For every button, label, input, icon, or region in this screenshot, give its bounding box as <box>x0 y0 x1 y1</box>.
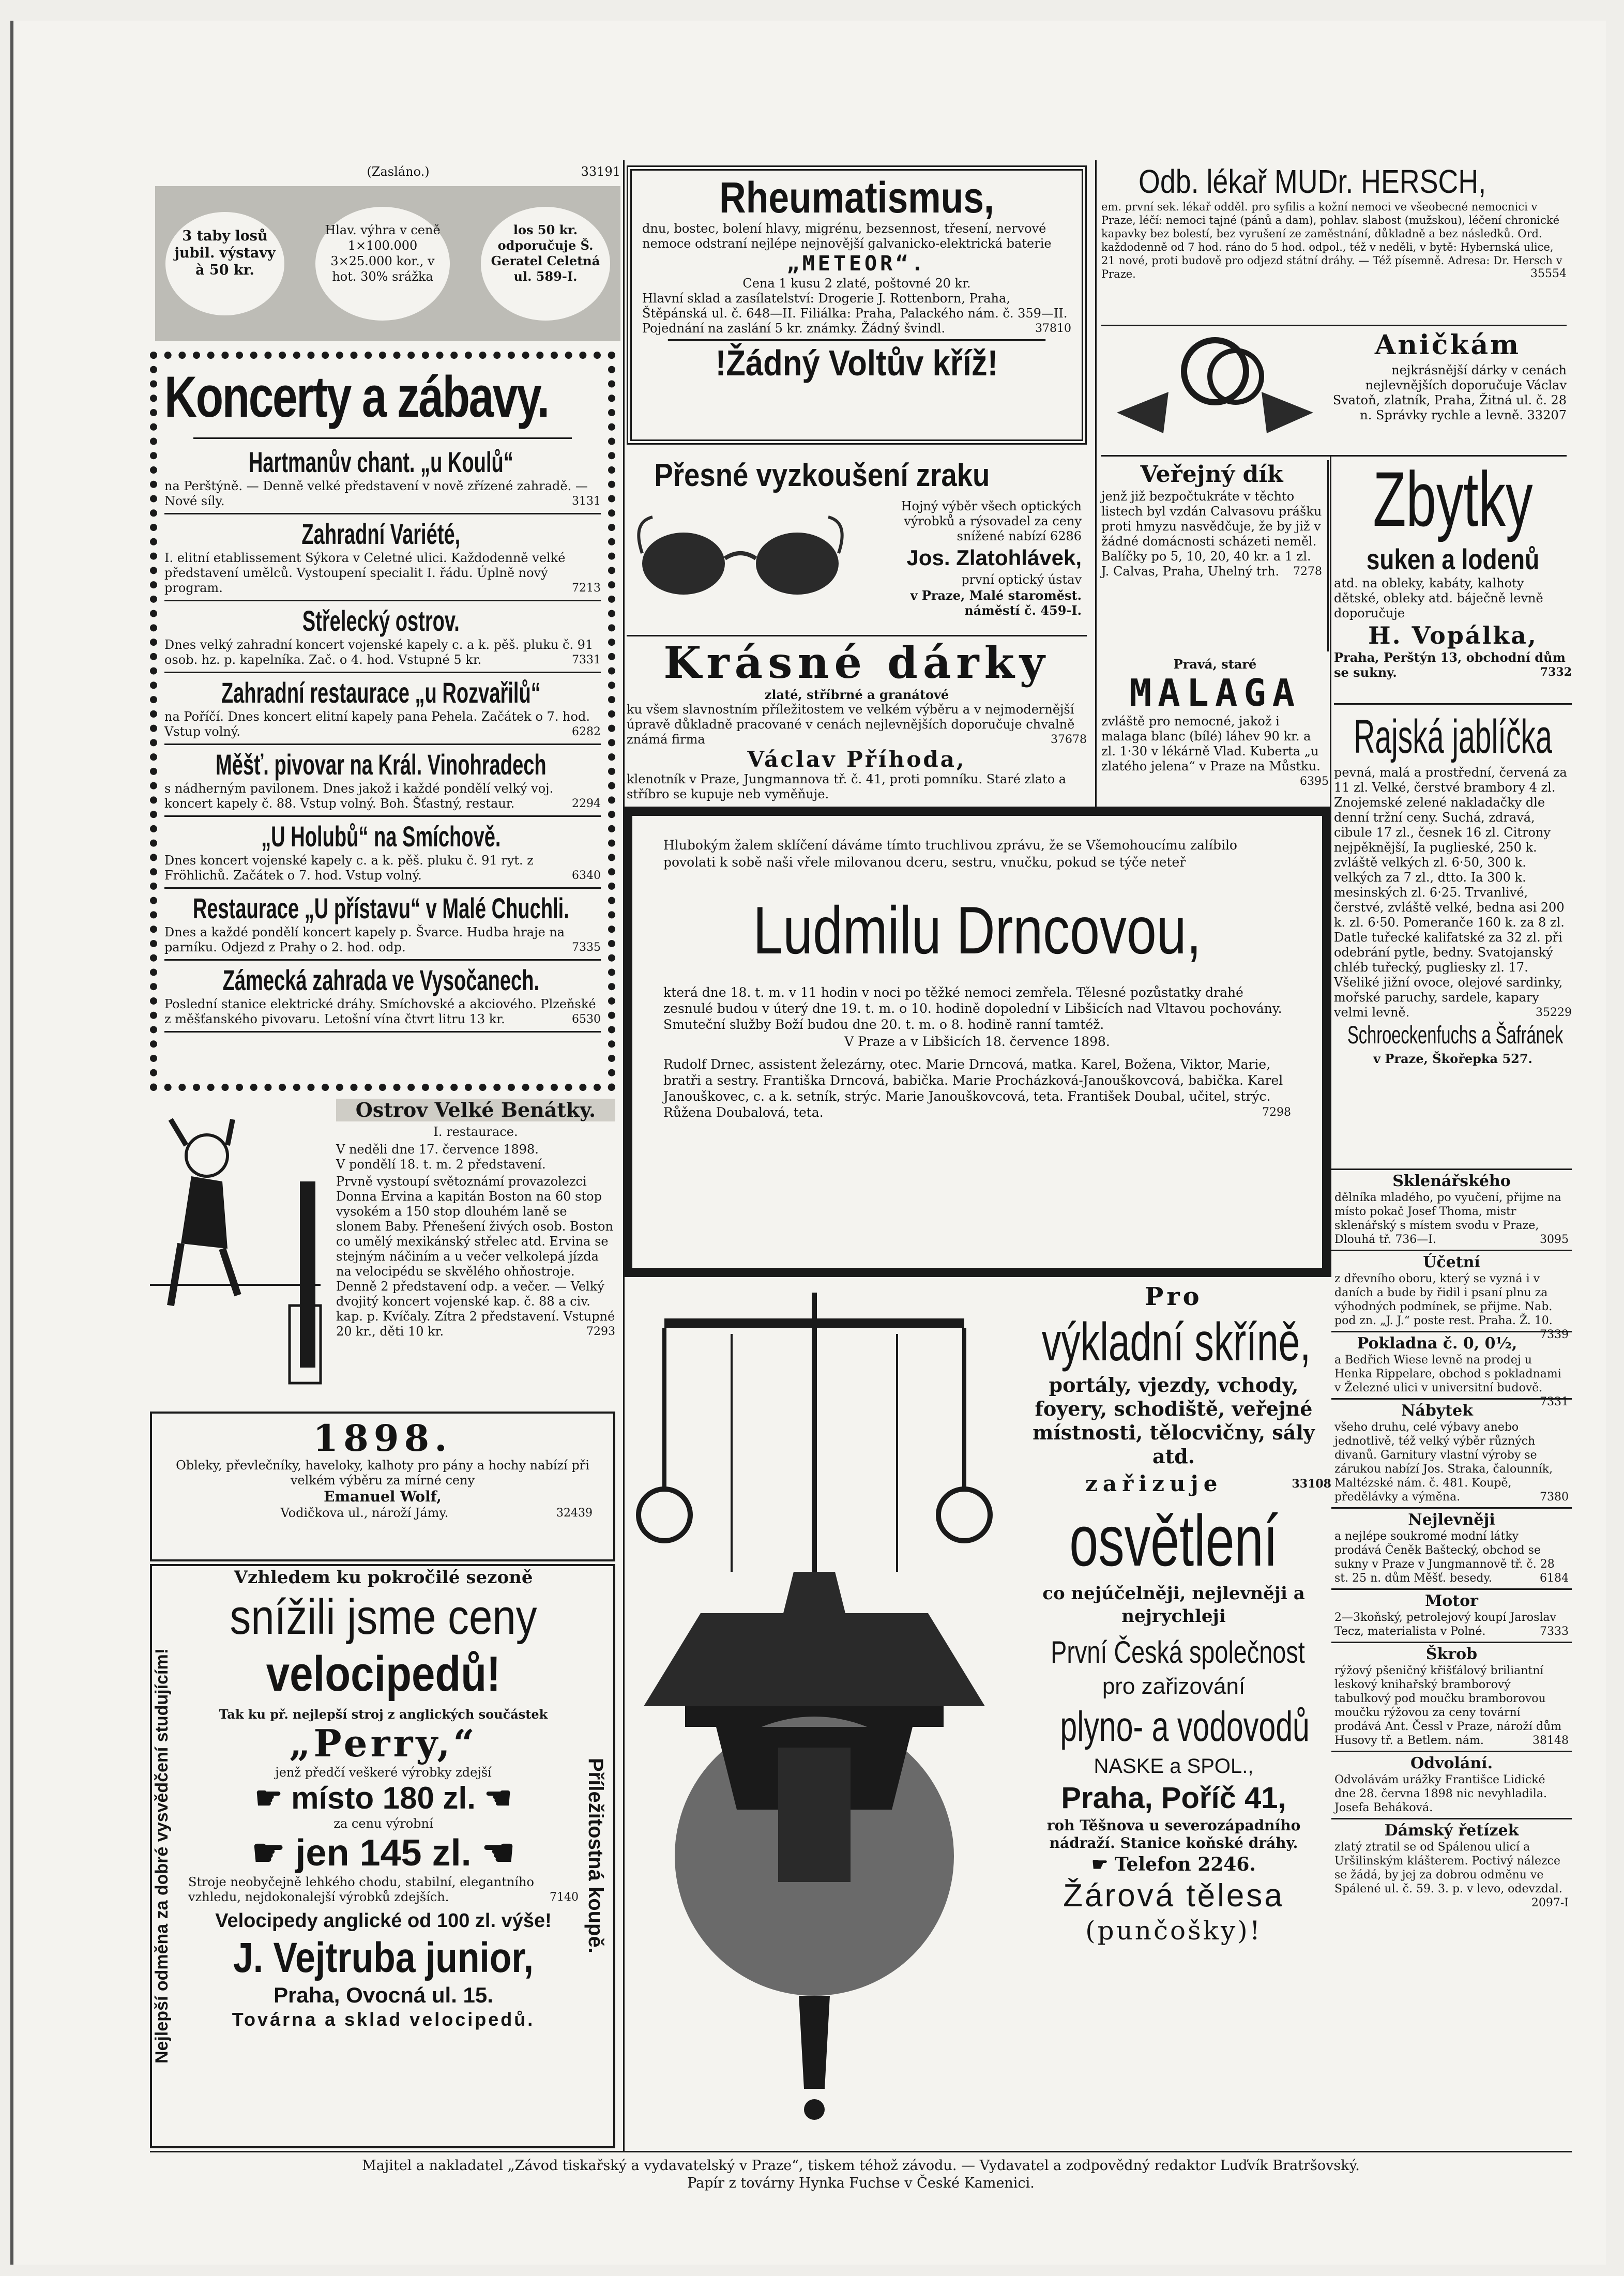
lottery-left: 3 taby losů jubil. výstavy à 50 kr. <box>165 212 284 315</box>
classified-item <box>1331 1507 1572 1588</box>
concert-item <box>164 889 601 961</box>
divider <box>1334 703 1572 705</box>
death-family: Rudolf Drnec, assistent železárny, otec. Marie Drncová, matka. Karel, Božena, Viktor, Marie, bratři a sestry. Františka Drncová, babička. Marie Procházková-Janouškovcová, babička. Karel Janouškovec, c. a k. setník, strýc. Marie Janouškovcová, teta. František Doubal, učitel, strýc. Růžena Doubalová, teta. 7298 <box>663 1057 1291 1120</box>
zrak-text: Hojný výběr všech optických výrobků a rýsovadel za ceny snížené nabízí 6286 <box>901 499 1082 543</box>
velo-jen: ☛ jen 145 zl. ☚ <box>251 1832 515 1874</box>
concert-item <box>164 673 601 745</box>
ostrov-subtitle: I. restaurace. <box>433 1125 518 1139</box>
death-notice <box>623 807 1331 1277</box>
classified-item <box>1331 1169 1572 1250</box>
classified-text: 2—3koňský, petrolejový koupí Jaroslav Tecz, materialista v Polné. 7333 <box>1334 1611 1569 1638</box>
velo-side-right: Příležitostná koupě. <box>584 1758 607 1953</box>
vyklad-puncosky: (punčošky)! <box>1085 1916 1262 1946</box>
hersch-ad <box>1101 163 1567 328</box>
lamp-ad <box>623 1282 1331 2151</box>
ostrov-line2: V pondělí 18. t. m. 2 představení. <box>336 1157 546 1172</box>
malaga-title: MALAGA <box>1129 671 1301 715</box>
zaslano-code: 33191 <box>581 164 620 179</box>
velo-content <box>183 1566 584 2031</box>
concert-item <box>164 601 601 673</box>
hersch-title: Odb. lékař MUDr. HERSCH, <box>1139 163 1486 200</box>
zrak-sub: první optický ústav <box>961 572 1082 587</box>
darky-addr: klenotník v Praze, Jungmannova tř. č. 41, proti pomníku. Staré zlato a stříbro se kupuje neb vyměňuje. <box>627 772 1067 801</box>
classified-heading: Nábytek <box>1401 1402 1473 1420</box>
wolf-name: Emanuel Wolf, <box>324 1488 442 1505</box>
velo-line2: jenž předčí veškeré výrobky zdejší <box>275 1765 492 1780</box>
concert-heading: Měšť. pivovar na Král. Vinohradech <box>215 748 547 781</box>
classified-heading: Dámský řetízek <box>1384 1822 1519 1840</box>
zaslano-label: (Zasláno.) <box>367 164 430 179</box>
concert-text: Dnes a každé pondělí koncert kapely p. Švarce. Hudba hraje na parníku. Odjezd z Prahy o 2. hod. odp. 7335 <box>164 925 601 954</box>
velo-firm: J. Vejtruba junior, <box>233 1934 534 1981</box>
lottery-right: los 50 kr. odporučuje Š. Geratel Celetná ul. 589-I. <box>481 207 610 321</box>
concert-heading: Hartmanův chant. „u Koulů“ <box>248 446 513 478</box>
vyklad-pro: Pro <box>1145 1282 1203 1311</box>
rajska-ad <box>1334 708 1572 1163</box>
velo-line: Tak ku př. nejlepší stroj z anglických součástek <box>219 1707 548 1722</box>
concert-text: na Poříčí. Dnes koncert elitní kapely pana Pehela. Začátek o 7. hod. Vstup volný. 6282 <box>164 709 601 739</box>
verejny-title: Veřejný dík <box>1140 461 1283 488</box>
jewelry-illustration <box>1106 330 1324 444</box>
vyklad-company: První Česká společnost <box>1051 1635 1305 1670</box>
rheuma-price: Cena 1 kusu 2 zlaté, poštovné 20 kr. <box>742 276 971 291</box>
zbytky-text: atd. na obleky, kabáty, kalhoty dětské, obleky atd. báječně levně doporučuje <box>1334 576 1543 620</box>
malaga-text: zvláště pro nemocné, jakož i malaga blanc (bílé) láhev 90 kr. a zl. 1·30 v lékárně Vlad. Kuberta „u zlatého jelena“ v Praze na Můstku. 6395 <box>1101 714 1329 788</box>
ostrov-ad <box>150 1099 615 1404</box>
death-name: Ludmilu Drncovou, <box>753 892 1202 968</box>
velocipede-ad <box>150 1564 615 2148</box>
zbytky-title: Zbytky <box>1373 456 1533 542</box>
concerts-title: Koncerty a zábavy. <box>164 365 549 429</box>
velo-side-left: Nejlepší odměna za dobré vysvědčení studujícím! <box>152 1648 172 2063</box>
concert-heading: Zahradní restaurace „u Rozvařilů“ <box>221 676 541 709</box>
column-rule-2 <box>1095 160 1097 807</box>
concert-heading: Střelecký ostrov. <box>302 604 460 637</box>
classified-code: 7331 <box>1540 1395 1569 1408</box>
velo-head2: velocipedů! <box>266 1646 501 1702</box>
wolf-address: Vodičkova ul., nároží Jámy. 32439 <box>280 1506 593 1520</box>
vyklad-content <box>1016 1282 1331 1946</box>
classified-item <box>1331 1588 1572 1642</box>
velo-desc: Stroje neobyčejně lehkého chodu, stabilní, elegantního vzhledu, nejdokonalejší výrobků zdejších. 7140 <box>188 1875 579 1904</box>
velo-head1: snížili jsme ceny <box>230 1589 537 1645</box>
ostrov-title: Ostrov Velké Benátky. <box>336 1099 615 1121</box>
concert-code: 7331 <box>572 654 601 666</box>
concert-heading: Zahradní Variété, <box>301 518 461 550</box>
divider <box>193 437 572 439</box>
classified-heading: Nejlevněji <box>1408 1511 1495 1529</box>
ostrov-line1: V neděli dne 17. července 1898. <box>336 1142 539 1157</box>
divider <box>1101 325 1567 326</box>
verejny-ad <box>1101 460 1329 651</box>
classified-code: 7380 <box>1540 1491 1569 1504</box>
velo-misto: ☛ místo 180 zl. ☚ <box>254 1781 512 1815</box>
zbytky-sub: suken a lodenů <box>1366 543 1540 575</box>
malaga-ad <box>1101 657 1329 827</box>
lottery-box <box>155 186 620 341</box>
wolf-year: 1898. <box>313 1417 452 1460</box>
classified-item <box>1331 1250 1572 1341</box>
rajska-text: pevná, malá a prostřední, červená za 11 zl. Velké, čerstvé brambory 4 zl. Znojemské zelené nakladačky dle denní tržní ceny. Suchá, zdravá, cibule 17 zl., česnek 16 zl. Citrony nejpěknější, Ia puglieské, 250 k. zvláště velkých zl. 6·50, 300 k. velkých za 7 zl., dtto. Ia 300 k. mesinských zl. 6·25. Trvanlivé, čerstvé, zvláště velké, bedna asi 200 k. zl. 6·50. Pomeranče 160 k. za 8 zl. Datle tuřecké kalifatské za 32 zl. při odebrání pytle, bedny. Svatojanský chléb tuřecký, pugliesky zl. 17. Všeliké jižní ovoce, olejové sardinky, mořské paruchy, sardele, kapary velmi levně. 35229 <box>1334 765 1572 1020</box>
vyklad-roh: roh Těšnova u severozápadního nádraží. Stanice koňské dráhy. <box>1046 1817 1301 1852</box>
darky-name: Václav Příhoda, <box>747 747 966 772</box>
zbytky-addr: Praha, Perštýn 13, obchodní dům se sukny. 7332 <box>1334 650 1572 680</box>
darky-title: Krásné dárky <box>663 637 1050 688</box>
concert-text: s nádherným pavilonem. Dnes jakož i každé pondělí velký voj. koncert kapely č. 88. Vstup volný. Boh. Šťastný, restaur. 2294 <box>164 781 601 811</box>
zrak-addr: v Praze, Malé staroměst. náměstí č. 459-I. <box>910 588 1082 618</box>
velo-angl: Velocipedy anglické od 100 zl. výše! <box>215 1910 552 1932</box>
concert-code: 7335 <box>572 941 601 954</box>
rheuma-dealer: Hlavní sklad a zasílatelství: Drogerie J. Rottenborn, Praha, Štěpánská ul. č. 648—II. Filiálka: Praha, Palackého nám. č. 359—II. Pojednání na zaslání 5 kr. známky. Žádný švindl. 37810 <box>642 291 1071 336</box>
concert-item <box>164 514 601 601</box>
concert-code: 6340 <box>572 869 601 882</box>
rajska-addr: v Praze, Škořepka 527. <box>1373 1051 1532 1066</box>
concert-item <box>164 443 601 514</box>
classified-heading: Odvolání. <box>1410 1754 1493 1772</box>
rajska-title: Rajská jablíčka <box>1354 710 1552 763</box>
death-intro: Hlubokým žalem sklíčení dáváme tímto truchlivou zprávu, že se Všemohoucímu zalíbilo povolati k sobě naši vřele milovanou dceru, sestru, vnučku, pokud se týče neteř <box>663 838 1237 870</box>
classified-text: a nejlépe soukromé modní látky prodává Čeněk Baštecký, obchod se sukny v Praze v Jungmannově tř. č. 28 st. 25 n. dům Měšť. besedy. 6184 <box>1334 1530 1569 1585</box>
anickam-title: Aničkám <box>1374 329 1521 361</box>
classified-list <box>1331 1169 1572 1909</box>
classified-text: dělníka mladého, po vyučení, přijme na místo pokač Josef Thoma, mistr sklenářský s místem svodu v Praze, Dlouhá tř. 736—I. 3095 <box>1334 1191 1569 1246</box>
anickam-ad <box>1101 330 1567 449</box>
death-place: V Praze a v Libšicích 18. července 1898. <box>844 1034 1110 1049</box>
classified-text: z dřevního oboru, který se vyzná i v daních a bude by řidil i psaní plnu za výhodných podmínek, se přijme. Nab. pod zn. „J. J.“ poste rest. Praha. Ž. 10. 7339 <box>1334 1272 1569 1341</box>
concert-code: 6282 <box>572 725 601 738</box>
rheuma-banner: !Žádný Voltův kříž! <box>668 339 1045 385</box>
rheuma-ad <box>627 165 1087 445</box>
gas-lamp-illustration <box>623 1282 1011 2141</box>
zrak-name: Jos. Zlatohlávek, <box>906 545 1082 570</box>
classified-text: a Bedřich Wiese levně na prodej u Henka Rippelare, obchod s pokladnami v Železné ulici v universitní budově. 7331 <box>1334 1354 1569 1408</box>
darky-ad <box>627 637 1087 801</box>
wolf-text: Obleky, převlečníky, haveloky, kalhoty pro pány a hochy nabízí při velkém výběru za mírné ceny <box>176 1458 589 1488</box>
classified-text: Odvolávám urážky Františce Lidické dne 28. června 1898 nic nevyhladila. Josefa Beháková. <box>1334 1773 1547 1814</box>
classifieds-column <box>1331 1169 1572 2146</box>
classified-code: 3095 <box>1540 1233 1569 1246</box>
vyklad-text: portály, vjezdy, vchody, foyery, schodiště, veřejné místnosti, tělocvičny, sály atd. <box>1033 1373 1315 1468</box>
zbytky-name: H. Vopálka, <box>1368 621 1538 649</box>
concert-list <box>164 443 601 1033</box>
velo-addr: Praha, Ovocná ul. 15. <box>274 1983 493 2007</box>
velo-tovarna: Továrna a sklad velocipedů. <box>232 2009 535 2030</box>
concert-code: 7213 <box>572 582 601 595</box>
anickam-text: nejkrásnější dárky v cenách nejlevnějších doporučuje Václav Svatoň, zlatník, Praha, Žitná ul. č. 28 n. Správky rychle a levně. 33207 <box>1332 363 1567 422</box>
concert-code: 3131 <box>572 495 601 508</box>
vyklad-praha: Praha, Poříč 41, <box>1061 1781 1286 1815</box>
classified-item <box>1331 1398 1572 1507</box>
concert-code: 2294 <box>572 797 601 810</box>
concert-text: Dnes koncert vojenské kapely c. a k. pěš. pluku č. 91 ryt. z Fröhlichů. Začátek o 7. hod. Vstup volný. 6340 <box>164 853 601 883</box>
vyklad-telefon: ☛ Telefon 2246. <box>1091 1854 1256 1875</box>
classified-heading: Motor <box>1425 1592 1478 1610</box>
classified-code: 6184 <box>1540 1572 1569 1585</box>
darky-text: ku všem slavnostním příležitostem ve velkém výběru a v nejmodernější úpravě důkladně pracované v cenách nejlevnějších doporučuje chvalně známá firma 37678 <box>627 702 1087 747</box>
velo-za-cenu: za cenu výrobní <box>333 1816 433 1831</box>
concert-item <box>164 745 601 817</box>
classified-item <box>1331 1818 1572 1909</box>
concert-heading: Zámecká zahrada ve Vysočanech. <box>222 964 540 996</box>
concert-text: na Perštýně. — Denně velké představení v nově zřízené zahradě. — Nové síly. 3131 <box>164 479 601 508</box>
concert-heading: „U Holubů“ na Smíchově. <box>261 820 501 853</box>
vyklad-plyno: plyno- a vodovodů <box>1060 1703 1310 1750</box>
vyklad-zarizuje: zařizuje 33108 <box>1085 1471 1331 1496</box>
concert-heading: Restaurace „U přístavu“ v Malé Chuchli. <box>192 892 569 924</box>
wolf-ad <box>150 1412 615 1561</box>
vyklad-company2: pro zařizování <box>1102 1674 1246 1699</box>
classified-code: 7339 <box>1540 1328 1569 1341</box>
footer-line1: Majitel a nakladatel „Závod tiskařský a vydavatelský v Praze“, tiskem téhož závodu. — Vydavatel a zodpovědný redaktor Luďvík Bratršovský. <box>362 2158 1360 2174</box>
vyklad-cheap: co nejúčelněji, nejlevněji a nejrychleji <box>1042 1583 1305 1627</box>
vyklad-title: výkladní skříně, <box>1041 1312 1311 1372</box>
zrak-title: Přesné vyzkoušení zraku <box>654 458 990 493</box>
rajska-firm: Schroeckenfuchs a Šafránek <box>1347 1022 1564 1049</box>
classified-heading: Sklenářského <box>1392 1172 1511 1190</box>
verejny-text: jenž již bezpočtukráte v těchto listech byl vzdán Calvasovu prášku proti hmyzu nasvědčuje, že by již v žádné domácnosti scházeti neměl. Balíčky po 5, 10, 20, 40 kr. a 1 zl. J. Calvas, Praha, Uhelný trh. 7278 <box>1101 489 1322 579</box>
classified-code: 2097-I <box>1531 1896 1569 1909</box>
classified-item <box>1331 1331 1572 1408</box>
vyklad-osvetleni: osvětlení <box>1069 1500 1278 1581</box>
classified-heading: Škrob <box>1425 1645 1478 1663</box>
divider <box>627 635 1087 636</box>
vyklad-naske: NASKE a SPOL., <box>1094 1755 1254 1778</box>
vyklad-telesa: Žárová tělesa <box>1063 1878 1284 1914</box>
concert-item <box>164 817 601 889</box>
tightrope-walker-illustration <box>150 1109 326 1399</box>
spectacles-illustration <box>632 507 849 610</box>
footer-line2: Papír z továrny Hynka Fuchse v České Kamenici. <box>687 2175 1035 2191</box>
rheuma-brand: „METEOR“. <box>786 252 927 276</box>
footer-rule <box>150 2151 1572 2152</box>
death-body: která dne 18. t. m. v 11 hodin v noci po těžké nemoci zemřela. Tělesné pozůstatky drahé zesnulé budou v úterý dne 19. t. m. o 10. hodině dopolední v Libšicích nad Vltavou pochovány. Smuteční služby Boží budou dne 20. t. m. o 8. hodině ranní tamtéž. <box>663 985 1282 1032</box>
concert-text: Dnes velký zahradní koncert vojenské kapely c. a k. pěš. pluku č. 91 osob. hz. p. kapelníka. Zač. o 4. hod. Vstupné 5 kr. 7331 <box>164 638 601 667</box>
velo-brand: „Perry,“ <box>289 1721 478 1765</box>
rheuma-text: dnu, bostec, bolení hlavy, migrénu, bezsennost, třesení, nervové nemoce odstraní nejlépe nejnovější galvanicko-elektrická baterie <box>642 221 1052 251</box>
concert-text: Poslední stanice elektrické dráhy. Smíchovské a akciového. Plzeňské z měšťanského pivovaru. Letošní vína čtvrt litru 13 kr. 6530 <box>164 997 601 1026</box>
classified-heading: Pokladna č. 0, 0½, <box>1357 1334 1517 1353</box>
classified-heading: Účetní <box>1423 1253 1480 1271</box>
hersch-text: em. první sek. lékař odděl. pro syfilis a kožní nemoci ve všeobecné nemocnici v Praze, léčí: nemoci tajné (pánů a dam), pohlav. slabost (mužskou), léčení chronické kapavky bez bolestí, bez vyrušení ze zaměstnání, důkladně a bez následků. Ord. každodenně od 7 hod. ráno do 5 hod. odpol., též v neděli, v bytě: Hybernská ulice, 21 nové, proti budově pro odjezd státní dráhy. — Též písemně. Adresa: Dr. Hersch v Praze. 35554 <box>1101 201 1567 280</box>
classified-item <box>1331 1642 1572 1751</box>
concert-item <box>164 961 601 1033</box>
malaga-pre: Pravá, staré <box>1173 657 1257 672</box>
concert-text: I. elitní etablissement Sýkora v Celetné ulici. Každodenně velké představení umělců. Vystoupení specialit I. řádu. Úplně nový program. 7213 <box>164 551 601 595</box>
zbytky-ad <box>1334 455 1572 698</box>
classified-code: 7333 <box>1540 1625 1569 1638</box>
rheuma-title: Rheumatismus, <box>719 173 994 222</box>
classified-code: 38148 <box>1532 1734 1569 1747</box>
classified-text: všeho druhu, celé výbavy anebo jednotlivě, též velký výběr různých divanů. Garnitury vlastní výroby se zárukou nabízí Jos. Straka, čalounník, Maltézské nám. č. 481. Koupě, předělávky a výměna. 7380 <box>1334 1421 1569 1504</box>
concerts-box <box>150 352 615 1091</box>
darky-sub: zlaté, stříbrné a granátové <box>764 687 949 702</box>
concert-code: 6530 <box>572 1013 601 1026</box>
lottery-center: Hlav. výhra v ceně 1×100.000 3×25.000 kor., v hot. 30% srážka <box>315 207 450 321</box>
zrak-ad <box>627 458 1087 633</box>
ostrov-body: Prvně vystoupí světoznámí provazolezci Donna Ervina a kapitán Boston na 60 stop vysokém a 150 stop dlouhém laně se slonem Baby. Přenešení živých osob. Boston co umělý mexikánský střelec atd. Ervina se stejným náčiním a u večer velkolepá jízda na velocipédu se skvělého ohňostroje. Denně 2 představení odp. a večer. — Velký dvojitý koncert vojenské kap. č. 88 a civ. kap. p. Kvíčaly. Zítra 2 představení. Vstupné 20 kr., děti 10 kr. 7293 <box>336 1174 615 1339</box>
velo-intro: Vzhledem ku pokročilé sezoně <box>234 1567 533 1588</box>
column-rule-3 <box>1330 455 1331 812</box>
classified-text: zlatý ztratil se od Spálenou ulicí a Uršilinským klášterem. Poctivý nálezce se žádá, by jej za dobrou odměnu ve Spálené ul. č. 59. 3. p. v levo, odevzdal. 2097-I <box>1334 1841 1569 1909</box>
classified-item <box>1331 1751 1572 1818</box>
classified-text: rýžový pšeničný křišťálový briliantní leskový knihařský bramborový tabulkový pod moučku bramborovou moučku rýžovou za ceny tovární prodává Ant. Čessl v Praze, nároží dům Husovy tř. a Betlem. nám. 38148 <box>1334 1664 1569 1747</box>
